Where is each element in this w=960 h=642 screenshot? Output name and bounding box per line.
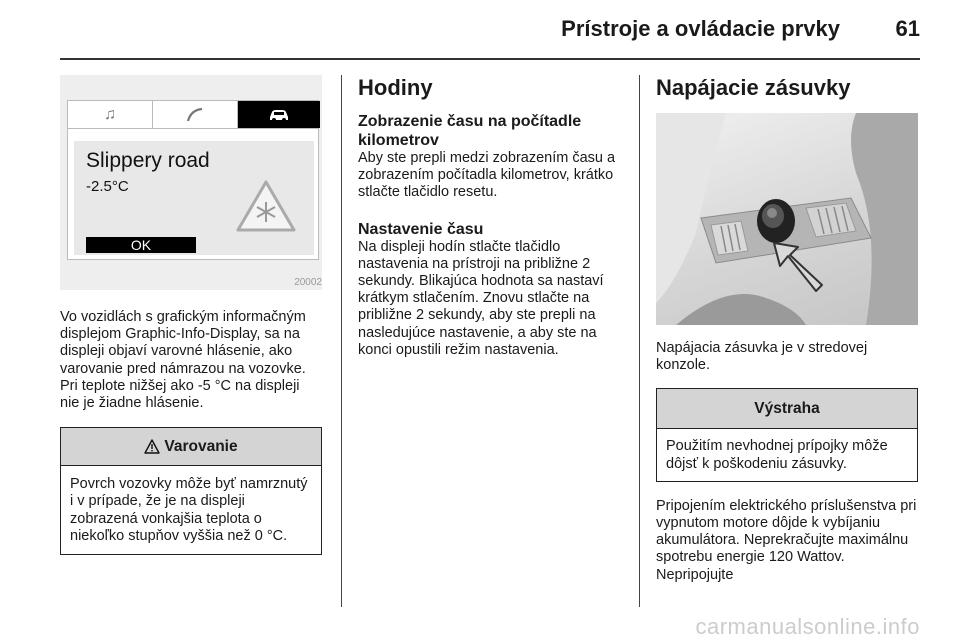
display-warning-paragraph: Vo vozidlách s grafickým informačným displejom Graphic-Info-Display, sa na displeji objaví varovné hlásenie, ako varovanie pred námrazou na vozovke. Pri teplote nižšej ako -5 °C na displeji nie je žiadne hlásenie. xyxy=(60,309,306,412)
section-heading-power-outlets: Napájacie zásuvky xyxy=(656,75,851,100)
caution-box xyxy=(656,388,918,481)
caution-box-title: Výstraha xyxy=(754,399,820,417)
section-heading-clock: Hodiny xyxy=(358,75,433,100)
warning-triangle-icon xyxy=(144,439,160,454)
power-outlet-photo xyxy=(656,113,918,325)
music-note-icon: ♫ xyxy=(104,105,116,123)
running-header-title: Prístroje a ovládacie prvky xyxy=(561,16,840,41)
display-tab-bar xyxy=(68,101,318,129)
warning-box-text: Povrch vozovky môže byť namrznutý i v prípade, že je na displeji zobrazená vonkajšia teplota o niekoľko stupňov vyššia než 0 °C. xyxy=(70,476,308,544)
caution-box-text: Použitím nevhodnej prípojky môže dôjsť k poškodeniu zásuvky. xyxy=(666,438,888,472)
warning-box-header xyxy=(61,428,321,466)
subheading-time-display: Zobrazenie času na počítadle kilometrov xyxy=(358,113,582,149)
time-setting-paragraph: Na displeji hodín stlačte tlačidlo nastavenia na prístroji na približne 2 sekundy. Blikajúca hodnota sa nastaví krátkym stlačením. Znovu stlačte na približne 2 sekundy, aby ste prepli na nasledujúce nastavenie, a aby ste na konci opustili režim nastavenia. xyxy=(358,238,604,358)
warning-box xyxy=(60,427,322,555)
header-rule xyxy=(60,58,920,60)
column-separator xyxy=(639,75,640,607)
outlet-location-paragraph: Napájacia zásuvka je v stredovej konzole. xyxy=(656,340,868,374)
warning-box-title: Varovanie xyxy=(164,437,238,455)
caution-box-header xyxy=(657,389,917,429)
ok-softkey-label: OK xyxy=(86,237,196,253)
column-separator xyxy=(341,75,342,607)
site-watermark: carmanualsonline.info xyxy=(695,614,920,639)
outside-temperature: -2.5°C xyxy=(86,178,129,195)
message-title: Slippery road xyxy=(86,149,210,172)
snowflake-warning-icon xyxy=(234,177,298,235)
phone-handset-icon xyxy=(153,101,237,128)
display-illustration xyxy=(60,75,322,290)
time-display-paragraph: Aby ste prepli medzi zobrazením času a zobrazením počítadla kilometrov, krátko stlačte tlačidlo resetu. xyxy=(358,150,616,201)
column-middle xyxy=(358,75,626,359)
column-right xyxy=(656,75,918,584)
page-number: 61 xyxy=(895,16,920,41)
warning-message-panel xyxy=(74,141,314,255)
power-consumption-paragraph: Pripojením elektrického príslušenstva pri vypnutom motore dôjde k vybíjaniu akumulátora. Neprekračujte maximálnu spotrebu energie 120 Wattov. Nepripojujte xyxy=(656,497,917,583)
car-icon xyxy=(238,101,320,128)
column-left xyxy=(60,75,322,555)
subheading-time-setting: Nastavenie času xyxy=(358,220,484,238)
console-illustration xyxy=(656,113,918,325)
figure-code: 20002 xyxy=(294,277,322,288)
info-display-frame xyxy=(67,100,319,260)
